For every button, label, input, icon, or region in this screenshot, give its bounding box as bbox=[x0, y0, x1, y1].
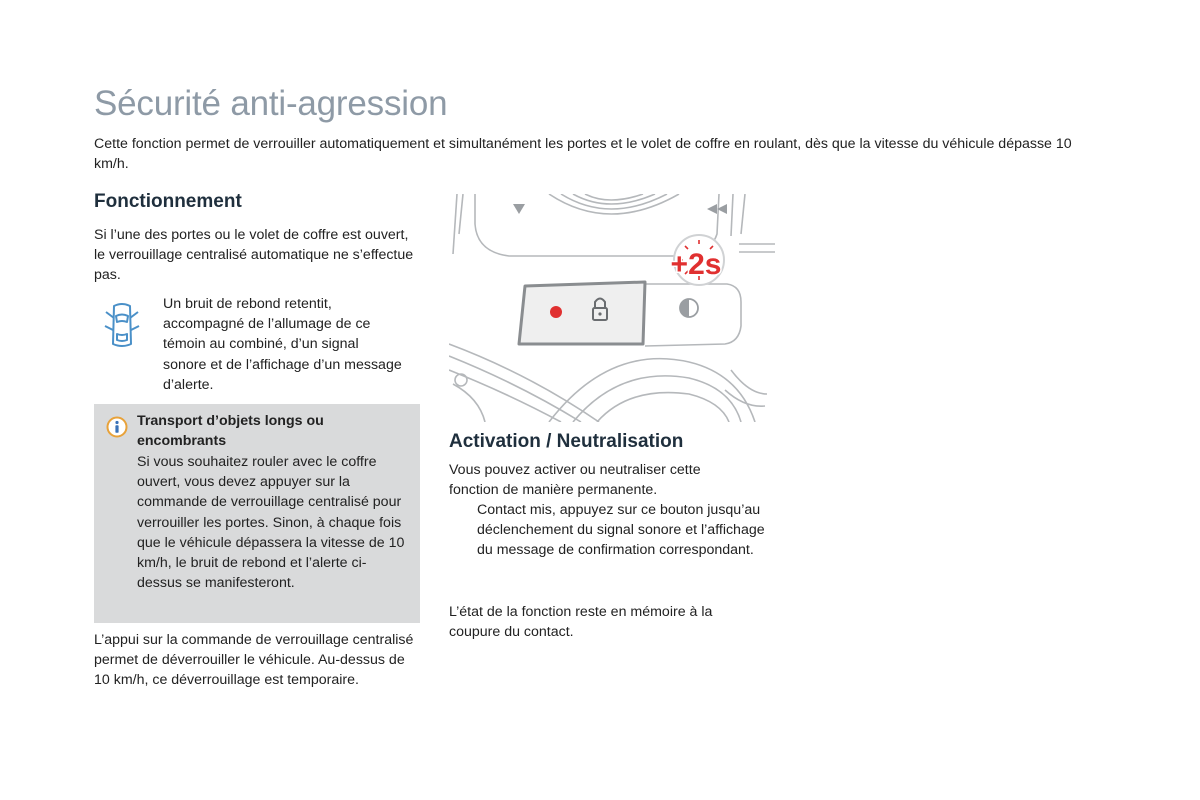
fonctionnement-para-3: L’appui sur la commande de verrouillage centralisé permet de déverrouiller le véhicule. Au-dessus de 10 km/h, ce déverrouillage est temporaire. bbox=[94, 632, 414, 689]
door-open-warning-icon bbox=[102, 300, 142, 352]
info-icon bbox=[106, 416, 128, 438]
activation-para-2: L’état de la fonction reste en mémoire à la coupure du contact. bbox=[449, 604, 713, 641]
fonctionnement-para-2: Un bruit de rebond retentit, accompagné de l’allumage de ce témoin au combiné, d’un signal sonore et de l’affichage d’un message d’alerte. bbox=[163, 296, 402, 393]
lock-button-illustration bbox=[449, 194, 775, 422]
activation-para-1: Vous pouvez activer ou neutraliser cette fonction de manière permanente. bbox=[449, 462, 701, 499]
intro-text: Cette fonction permet de verrouiller automatiquement et simultanément les portes et le volet de coffre en roulant, dès que la vitesse du véhicule dépasse 10 km/h. bbox=[94, 136, 1072, 172]
heading-fonctionnement: Fonctionnement bbox=[94, 191, 242, 212]
info-box-title: Transport d’objets longs ou encombrants bbox=[137, 413, 324, 450]
press-duration-label: +2s bbox=[670, 248, 722, 281]
info-box-body: Si vous souhaitez rouler avec le coffre ouvert, vous devez appuyer sur la commande de verrouillage centralisé pour verrouiller les portes. Sinon, à chaque fois que le véhicule dépassera la vitesse de 10 km/h, le bruit de rebond et l’alerte ci-dessus se manifesteront. bbox=[137, 454, 405, 592]
heading-activation: Activation / Neutralisation bbox=[449, 431, 684, 452]
fonctionnement-para-1: Si l’une des portes ou le volet de coffre est ouvert, le verrouillage centralisé automatique ne s’effectue pas. bbox=[94, 227, 414, 284]
page-title: Sécurité anti-agression bbox=[94, 84, 448, 123]
activation-bullet: Contact mis, appuyez sur ce bouton jusqu’au déclenchement du signal sonore et l’affichage du message de confirmation correspondant. bbox=[477, 502, 765, 559]
